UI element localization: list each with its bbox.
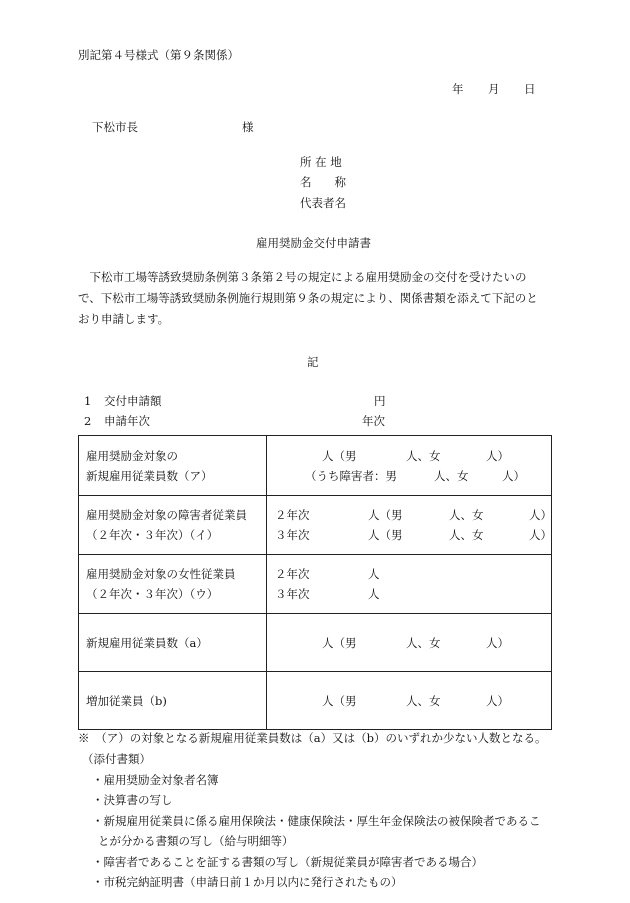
year-3-label: ３年次	[275, 528, 310, 542]
addressee-honorific: 様	[242, 120, 254, 134]
count-men-label: 人（男	[322, 635, 357, 650]
body-line: おり申請します。	[78, 312, 170, 326]
list-item: とが分かる書類の写し（給与明細等）	[98, 834, 294, 848]
list-item: ・決算書の写し	[92, 793, 173, 807]
count-women-label: 人、女	[406, 693, 441, 708]
count-women-label: 人、女	[449, 508, 484, 522]
count-close-label: 人）	[529, 528, 552, 542]
form-number: 別記第４号様式（第９条関係）	[78, 48, 239, 62]
item-1-number: 1	[84, 394, 92, 408]
company-name-label: 名 称	[300, 175, 346, 189]
attachments-list	[78, 749, 556, 893]
count-women-label: 人、女	[406, 448, 441, 463]
application-table	[78, 435, 552, 730]
year-2-label: ２年次	[275, 567, 310, 581]
disabled-close-label: 人）	[502, 468, 525, 483]
date-month-label: 月	[488, 82, 500, 96]
row-value-new-hires	[267, 436, 552, 496]
count-close-label: 人）	[486, 635, 509, 650]
attachments-heading: （添付書類）	[82, 752, 151, 766]
item-2-unit: 年次	[362, 414, 385, 428]
body-line: で、下松市工場等誘致奨励条例施行規則第９条の規定により、関係書類を添えて下記のと	[78, 291, 538, 305]
item-2-number: 2	[84, 414, 92, 428]
disabled-count-label: （うち障害者：男	[305, 468, 397, 483]
item-2-label: 申請年次	[104, 414, 150, 428]
count-label: 人	[368, 567, 380, 581]
table-row	[79, 555, 552, 614]
row-label-new-hires: 雇用奨励金対象の 新規雇用従業員数（ア）	[79, 436, 267, 496]
ki-heading: 記	[307, 355, 319, 369]
application-body	[78, 267, 556, 330]
row-label-new-employee-count: 新規雇用従業員数（a）	[79, 614, 267, 672]
row-label-female-employees: 雇用奨励金対象の女性従業員 （２年次・３年次）（ウ）	[79, 555, 267, 614]
item-1-unit: 円	[374, 394, 386, 408]
row-value-disabled-employees	[267, 496, 552, 555]
row-value-increased-employees	[267, 672, 552, 730]
count-women-label: 人、女	[449, 528, 484, 542]
date-day-label: 日	[524, 82, 536, 96]
year-3-label: ３年次	[275, 587, 310, 601]
list-item: ・雇用奨励金対象者名簿	[92, 772, 219, 787]
representative-label: 代表者名	[300, 196, 346, 210]
year-2-label: ２年次	[275, 508, 310, 522]
item-1-label: 交付申請額	[104, 394, 162, 408]
count-men-label: 人（男	[322, 448, 357, 463]
document-title: 雇用奨励金交付申請書	[256, 236, 371, 250]
count-close-label: 人）	[529, 508, 552, 522]
body-line: 下松市工場等誘致奨励条例第３条第２号の規定による雇用奨励金の交付を受けたいの	[78, 270, 527, 284]
table-row	[79, 436, 552, 496]
count-men-label: 人（男	[368, 508, 403, 522]
table-note: ※ （ア）の対象となる新規雇用従業員数は（a）又は（b）のいずれか少ない人数となる。	[78, 731, 547, 745]
list-item: ・市税完納証明書（申請日前１か月以内に発行されたもの）	[92, 875, 403, 889]
date-year-label: 年	[452, 82, 464, 96]
row-value-female-employees	[267, 555, 552, 614]
count-women-label: 人、女	[406, 635, 441, 650]
list-item: ・障害者であることを証する書類の写し（新規従業員が障害者である場合）	[92, 854, 483, 869]
count-men-label: 人（男	[322, 693, 357, 708]
address-label: 所 在 地	[300, 155, 342, 169]
addressee-name: 下松市長	[92, 120, 138, 134]
count-men-label: 人（男	[368, 528, 403, 542]
count-close-label: 人）	[486, 448, 509, 463]
table-row	[79, 614, 552, 672]
list-item: ・新規雇用従業員に係る雇用保険法・健康保険法・厚生年金保険法の被保険者であるこ	[92, 813, 541, 828]
table-row	[79, 496, 552, 555]
row-label-disabled-employees: 雇用奨励金対象の障害者従業員 （２年次・３年次）（イ）	[79, 496, 267, 555]
row-value-new-employee-count	[267, 614, 552, 672]
count-close-label: 人）	[486, 693, 509, 708]
disabled-women-label: 人、女	[434, 468, 469, 483]
table-row	[79, 672, 552, 730]
row-label-increased-employees: 増加従業員（b)	[79, 672, 267, 730]
count-label: 人	[368, 587, 380, 601]
